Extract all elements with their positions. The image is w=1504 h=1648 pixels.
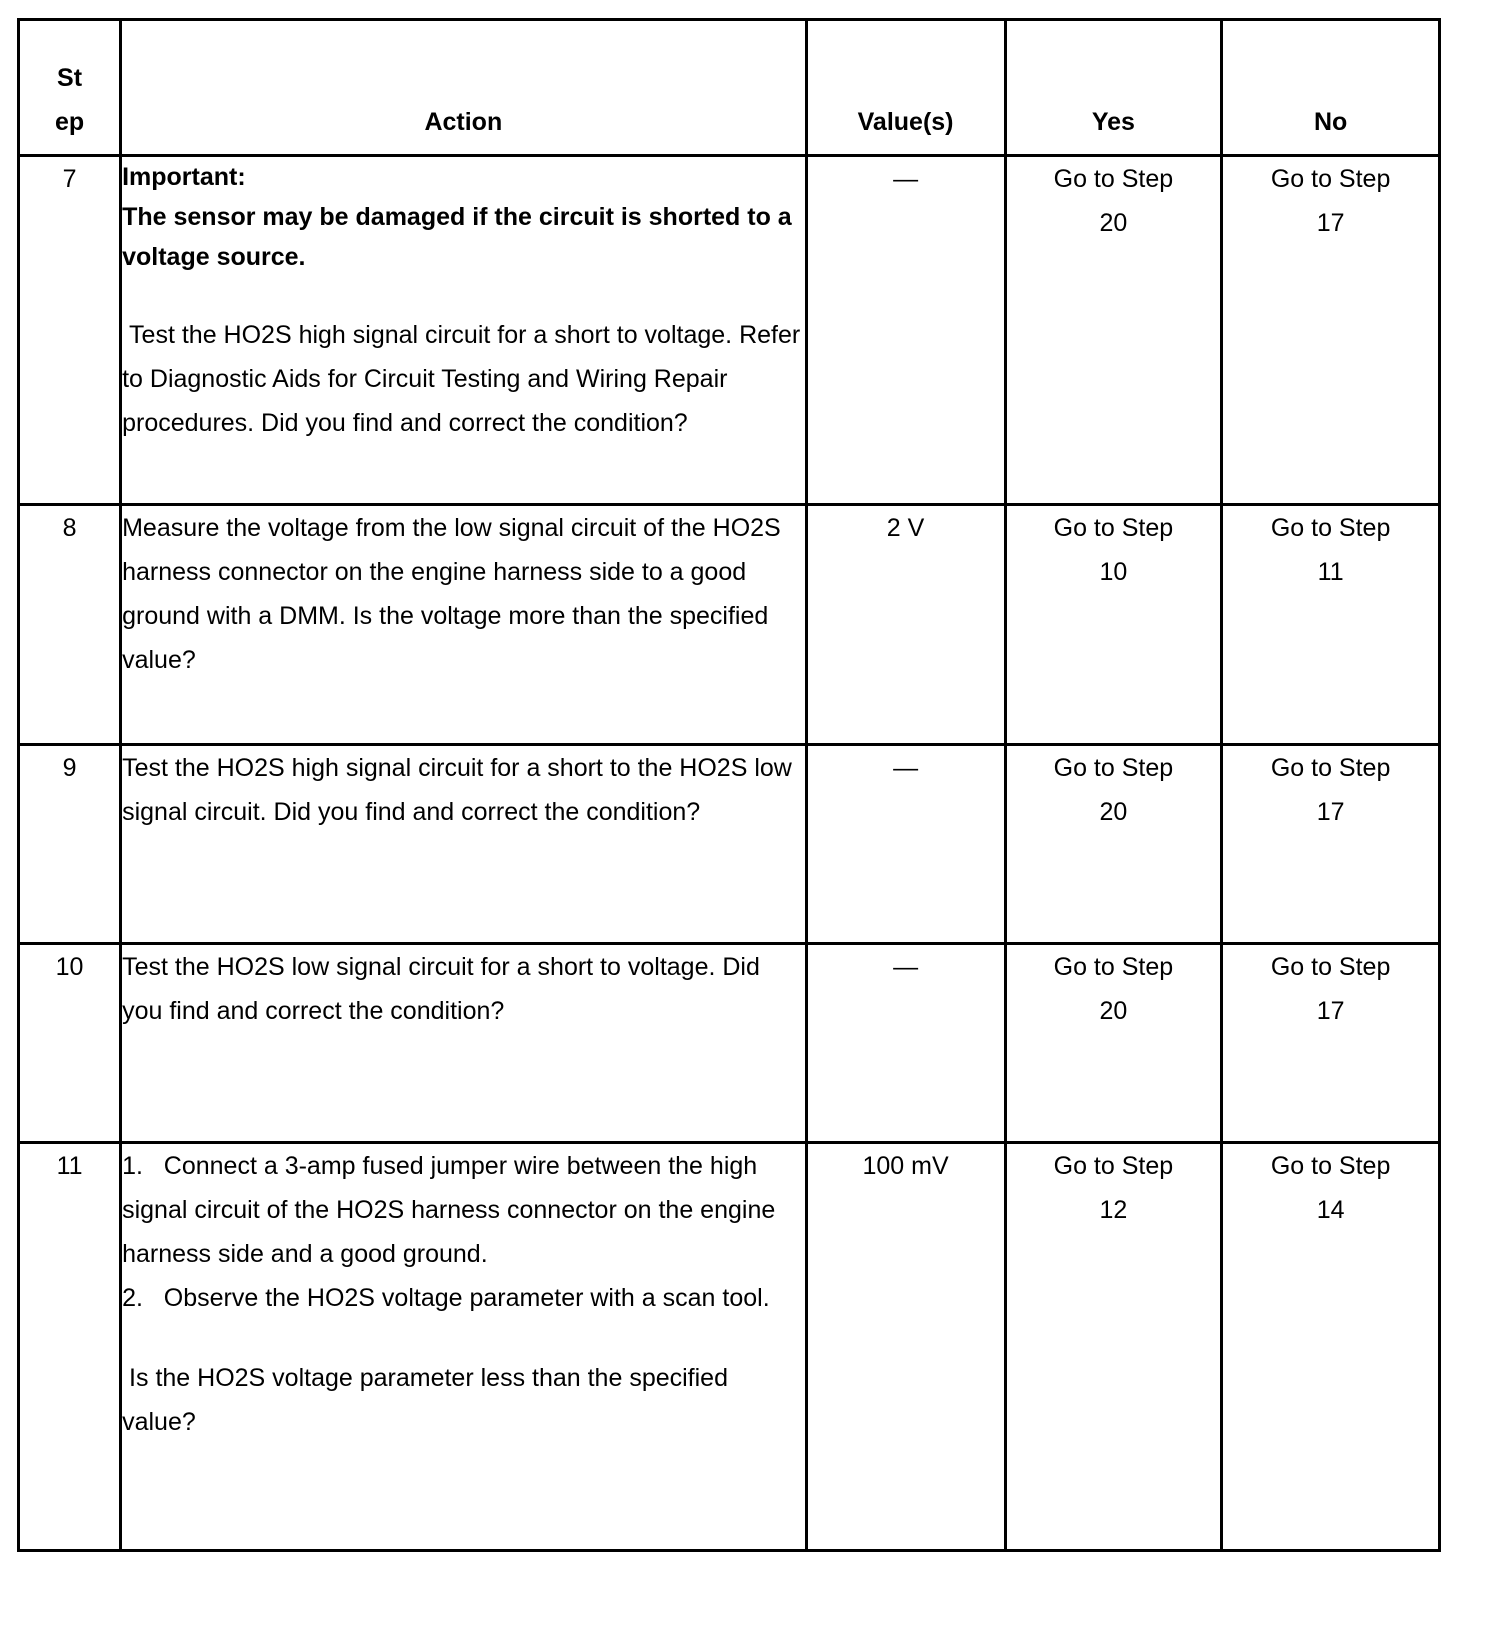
goto-label: Go to Step <box>1053 1152 1174 1180</box>
step-number: 11 <box>19 1143 121 1551</box>
header-yes: Yes <box>1005 20 1222 156</box>
value-cell: 100 mV <box>806 1143 1005 1551</box>
goto-label: Go to Step <box>1053 754 1174 782</box>
table-row <box>19 745 1440 944</box>
step-number: 8 <box>19 505 121 745</box>
table-row <box>19 1143 1440 1551</box>
no-cell <box>1222 156 1440 505</box>
yes-cell <box>1005 745 1222 944</box>
action-text: Test the HO2S low signal circuit for a short to voltage. Did you find and correct the condition? <box>122 953 760 1025</box>
header-no: No <box>1222 20 1440 156</box>
goto-step: 10 <box>1099 558 1128 586</box>
goto-label: Go to Step <box>1270 953 1391 981</box>
goto-step: 12 <box>1099 1196 1128 1224</box>
action-text: Test the HO2S high signal circuit for a short to the HO2S low signal circuit. Did you find and correct the condition? <box>122 754 792 826</box>
goto-label: Go to Step <box>1270 165 1391 193</box>
action-item-2: 2. Observe the HO2S voltage parameter with a scan tool. <box>122 1284 770 1312</box>
value-cell: — <box>806 745 1005 944</box>
goto-label: Go to Step <box>1053 514 1174 542</box>
goto-step: 20 <box>1099 209 1128 237</box>
diagnostic-table <box>17 18 1441 1552</box>
value-cell: — <box>806 944 1005 1143</box>
header-row <box>19 20 1440 156</box>
goto-step: 11 <box>1317 558 1344 586</box>
goto-label: Go to Step <box>1053 165 1174 193</box>
header-action: Action <box>121 20 806 156</box>
table-row <box>19 505 1440 745</box>
action-text: Measure the voltage from the low signal circuit of the HO2S harness connector on the engine harness side to a good ground with a DMM. Is the voltage more than the specified value? <box>122 514 781 674</box>
no-cell <box>1222 505 1440 745</box>
table-row <box>19 944 1440 1143</box>
yes-cell <box>1005 1143 1222 1551</box>
action-item-1: 1. Connect a 3-amp fused jumper wire between the high signal circuit of the HO2S harness connector on the engine harness side and a good ground. <box>122 1152 783 1268</box>
step-number: 7 <box>19 156 121 505</box>
no-cell <box>1222 944 1440 1143</box>
action-cell <box>121 944 806 1143</box>
goto-label: Go to Step <box>1053 953 1174 981</box>
goto-step: 17 <box>1316 798 1345 826</box>
goto-step: 20 <box>1099 798 1128 826</box>
goto-step: 17 <box>1316 997 1345 1025</box>
goto-label: Go to Step <box>1270 1152 1391 1180</box>
step-number: 10 <box>19 944 121 1143</box>
action-text: Test the HO2S high signal circuit for a short to voltage. Refer to Diagnostic Aids for Circuit Testing and Wiring Repair procedures. Did you find and correct the condition? <box>122 321 808 437</box>
table-row <box>19 156 1440 505</box>
no-cell <box>1222 745 1440 944</box>
action-cell <box>121 745 806 944</box>
yes-cell <box>1005 944 1222 1143</box>
header-step: St ep <box>19 20 121 156</box>
goto-label: Go to Step <box>1270 514 1391 542</box>
no-cell <box>1222 1143 1440 1551</box>
goto-step: 20 <box>1099 997 1128 1025</box>
step-number: 9 <box>19 745 121 944</box>
action-cell <box>121 1143 806 1551</box>
goto-label: Go to Step <box>1270 754 1391 782</box>
value-cell: — <box>806 156 1005 505</box>
action-cell <box>121 156 806 505</box>
header-values: Value(s) <box>806 20 1005 156</box>
yes-cell <box>1005 156 1222 505</box>
goto-step: 17 <box>1316 209 1345 237</box>
important-text: The sensor may be damaged if the circuit is shorted to a voltage source. <box>122 203 792 271</box>
action-text: Is the HO2S voltage parameter less than the specified value? <box>122 1364 735 1436</box>
goto-step: 14 <box>1316 1196 1345 1224</box>
important-title: Important: <box>122 163 246 191</box>
value-cell: 2 V <box>806 505 1005 745</box>
spacer <box>122 1320 804 1356</box>
yes-cell <box>1005 505 1222 745</box>
action-cell <box>121 505 806 745</box>
